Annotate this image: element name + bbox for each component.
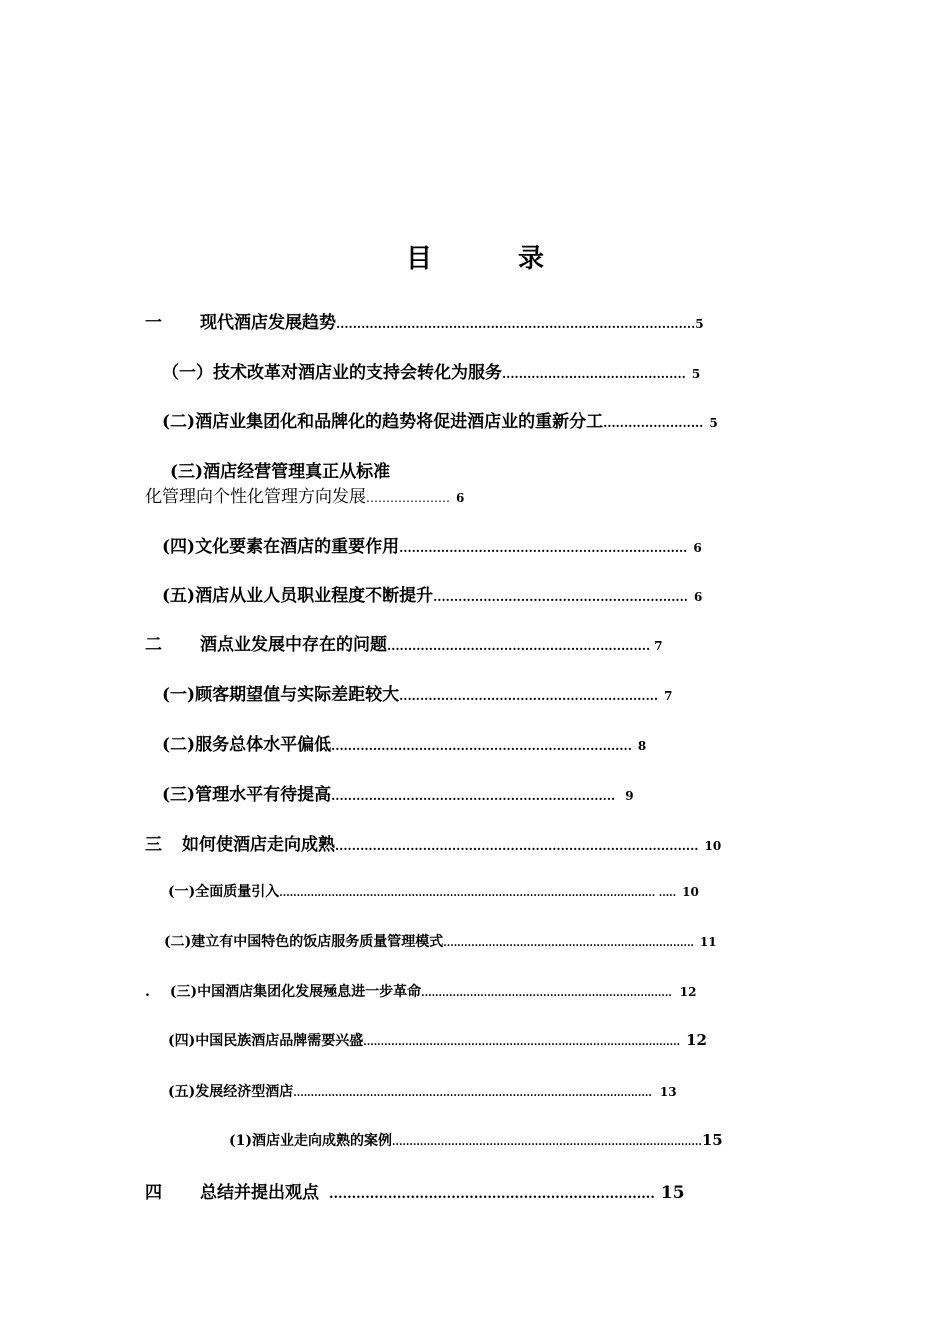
toc-leader-dots: ........................ (603, 416, 704, 430)
toc-page-number: 6 (693, 590, 703, 604)
toc-leader-dots: .................................................................... (331, 789, 616, 803)
toc-entry-7[interactable] (145, 630, 663, 655)
toc-entry-text: 如何使酒店走向成熟 (182, 835, 335, 855)
toc-entry-8[interactable] (162, 680, 672, 705)
toc-entry-4-line-1[interactable] (170, 457, 390, 482)
toc-leader-dots: ............................................................................................................ ..... (279, 888, 677, 899)
toc-entry-5[interactable] (162, 532, 702, 557)
toc-entry-16[interactable] (168, 1081, 677, 1101)
toc-entry-prefix: 三 (145, 835, 162, 855)
toc-leader-dots: ....................................................................................................... (293, 1088, 652, 1099)
toc-entry-text: (三)中国酒店集团化发展殛息进一步革命 (169, 984, 422, 1000)
toc-entry-prefix: 二 (145, 635, 162, 655)
toc-entry-text: 酒点业发展中存在的问题 (200, 635, 387, 655)
toc-entry-text: (一)顾客期望值与实际差距较大 (162, 685, 400, 705)
toc-entry-text: (二)酒店业集团化和品牌化的趋势将促进酒店业的重新分工 (162, 412, 604, 432)
toc-page-number: 12 (679, 985, 697, 999)
toc-page-number: 10 (682, 885, 699, 899)
toc-leader-dots: ..................................................................... (399, 541, 688, 555)
toc-page-number: 11 (699, 935, 717, 949)
toc-entry-10[interactable] (162, 780, 634, 805)
toc-page-number: 12 (686, 1031, 707, 1049)
toc-entry-1[interactable] (145, 308, 704, 333)
toc-entry-3[interactable] (162, 407, 718, 432)
toc-entry-13[interactable] (164, 931, 717, 951)
toc-entry-text: (一)全面质量引入 (168, 884, 280, 900)
toc-leader-dots: ........................................................................................... (363, 1037, 681, 1048)
toc-leader-dots: ........................................................................ (443, 938, 694, 949)
toc-entry-14[interactable] (145, 981, 697, 1001)
toc-entry-2[interactable] (162, 358, 700, 383)
toc-leader-dots: ………………… (366, 491, 450, 505)
toc-page-number: 5 (691, 367, 701, 381)
toc-entry-12[interactable] (168, 881, 699, 901)
toc-leader-dots: ............................................................. (433, 590, 688, 604)
toc-entry-text: (四)中国民族酒店品牌需要兴盛 (168, 1033, 364, 1049)
toc-entry-15[interactable] (168, 1030, 707, 1050)
toc-entry-6[interactable] (162, 581, 702, 606)
toc-entry-text: (五)发展经济型酒店 (168, 1084, 294, 1100)
toc-entry-prefix: . (145, 984, 150, 1000)
toc-entry-9[interactable] (162, 730, 646, 755)
toc-leader-dots: ........................................................................ (331, 739, 632, 753)
toc-entry-text: （一）技术改革对酒店业的支持会转化为服务 (162, 363, 502, 383)
toc-leader-dots: ......................................................................................... (392, 1137, 702, 1148)
toc-leader-dots: ............................................................... (387, 639, 651, 653)
toc-page-number: 6 (693, 541, 702, 555)
toc-leader-dots: ....................................................................................... (335, 839, 699, 853)
toc-entry-18[interactable] (145, 1178, 685, 1203)
toc-leader-dots: ........................................................................ (421, 988, 672, 999)
toc-page-number: 13 (659, 1085, 677, 1099)
toc-entry-text: (二)服务总体水平偏低 (162, 735, 332, 755)
toc-entry-prefix: 四 (145, 1183, 162, 1203)
toc-page-number: 15 (701, 1131, 723, 1149)
toc-leader-dots: .............................................................. (399, 689, 659, 703)
toc-page-number: 7 (654, 639, 663, 653)
toc-entry-text: (1)酒店业走向成熟的案例 (229, 1133, 392, 1149)
toc-entry-text: (五)酒店从业人员职业程度不断提升 (162, 586, 434, 606)
toc-page-number: 5 (695, 317, 704, 331)
toc-entry-prefix: 一 (145, 313, 162, 333)
toc-page-number: 15 (660, 1183, 685, 1203)
toc-page-number: 5 (709, 416, 718, 430)
toc-entry-text: (二)建立有中国特色的饭店服务质量管理模式 (164, 934, 444, 950)
toc-entry-text: (三)酒店经营管理真正从标准 (170, 462, 391, 482)
toc-entry-text: 化管理向个性化管理方向发展 (145, 487, 366, 507)
toc-entry-4-line-2[interactable] (145, 482, 464, 507)
toc-entry-text: 总结并提出观点 (200, 1183, 319, 1203)
toc-leader-dots: ............................................ (502, 367, 686, 381)
toc-leader-dots: ...................................................................................... (336, 317, 696, 331)
toc-page-number: 9 (625, 789, 634, 803)
toc-entry-text: (三)管理水平有待提高 (162, 785, 332, 805)
toc-entry-text: 现代酒店发展趋势 (200, 313, 336, 333)
page-title: 目 录 (405, 244, 574, 274)
toc-leader-dots: ........................................................................ (329, 1187, 655, 1202)
toc-page-number: 8 (637, 739, 647, 753)
toc-entry-17[interactable] (229, 1130, 723, 1150)
toc-entry-text: (四)文化要素在酒店的重要作用 (162, 537, 400, 557)
toc-page-number: 7 (664, 689, 673, 703)
toc-entry-11[interactable] (145, 830, 721, 855)
toc-page-number: 10 (704, 839, 722, 853)
toc-page-number: 6 (456, 491, 465, 505)
